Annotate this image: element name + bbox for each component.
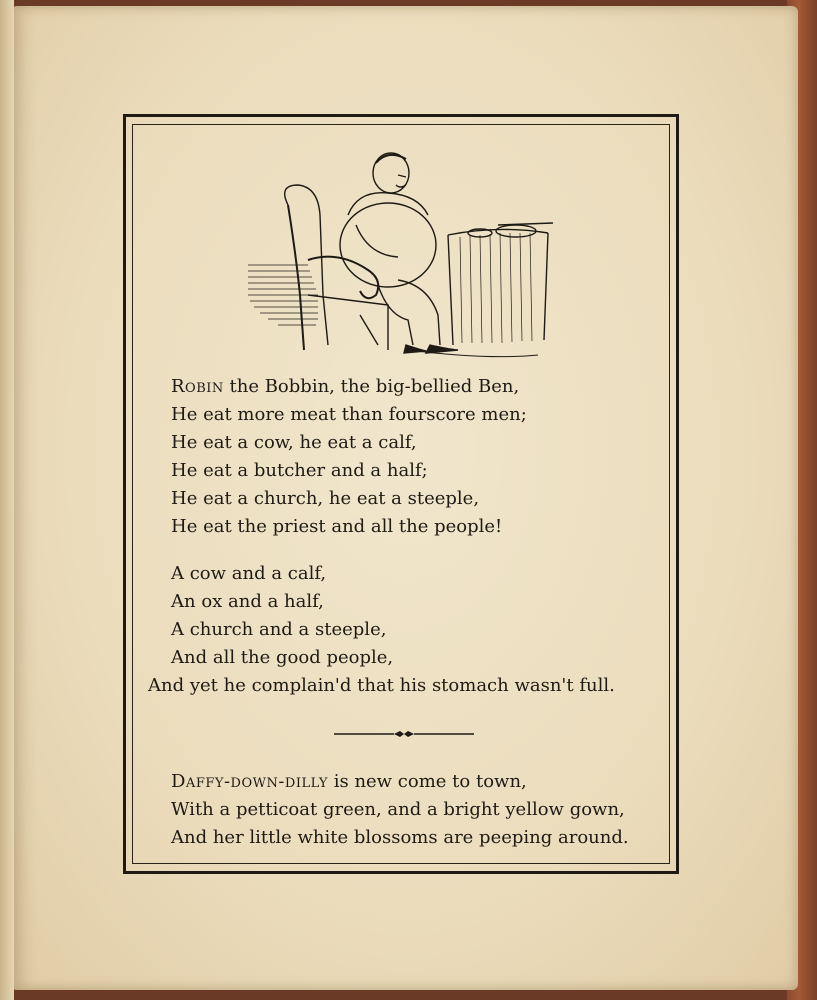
verse-line: With a petticoat green, and a bright yellow gown, [171, 799, 625, 820]
verse-line: He eat a cow, he eat a calf, [171, 432, 417, 453]
verse-line: And yet he complain'd that his stomach wasn't full. [148, 675, 615, 696]
verse-lead-word: Robin [171, 376, 224, 397]
section-divider-ornament [334, 726, 474, 742]
verse-line: He eat a butcher and a half; [171, 460, 428, 481]
verse-line: He eat more meat than fourscore men; [171, 404, 527, 425]
verse-line [171, 768, 527, 796]
verse-text: is new come to town, [328, 771, 527, 792]
verse-line [171, 373, 519, 401]
verse-line: A church and a steeple, [171, 619, 387, 640]
verse-line: A cow and a calf, [171, 563, 327, 584]
verse-line: He eat the priest and all the people! [171, 516, 503, 537]
verse-line: And her little white blossoms are peeping around. [171, 827, 629, 848]
page-gutter [0, 0, 14, 1000]
verse-line: He eat a church, he eat a steeple, [171, 488, 480, 509]
robin-bobbin-illustration [248, 145, 558, 365]
verse-line: And all the good people, [171, 647, 394, 668]
floor-shadow-hatching [248, 265, 318, 325]
verse-lead-word: Daffy-down-dilly [171, 771, 328, 792]
verse-line: An ox and a half, [171, 591, 324, 612]
verse-text: the Bobbin, the big-bellied Ben, [223, 376, 520, 397]
